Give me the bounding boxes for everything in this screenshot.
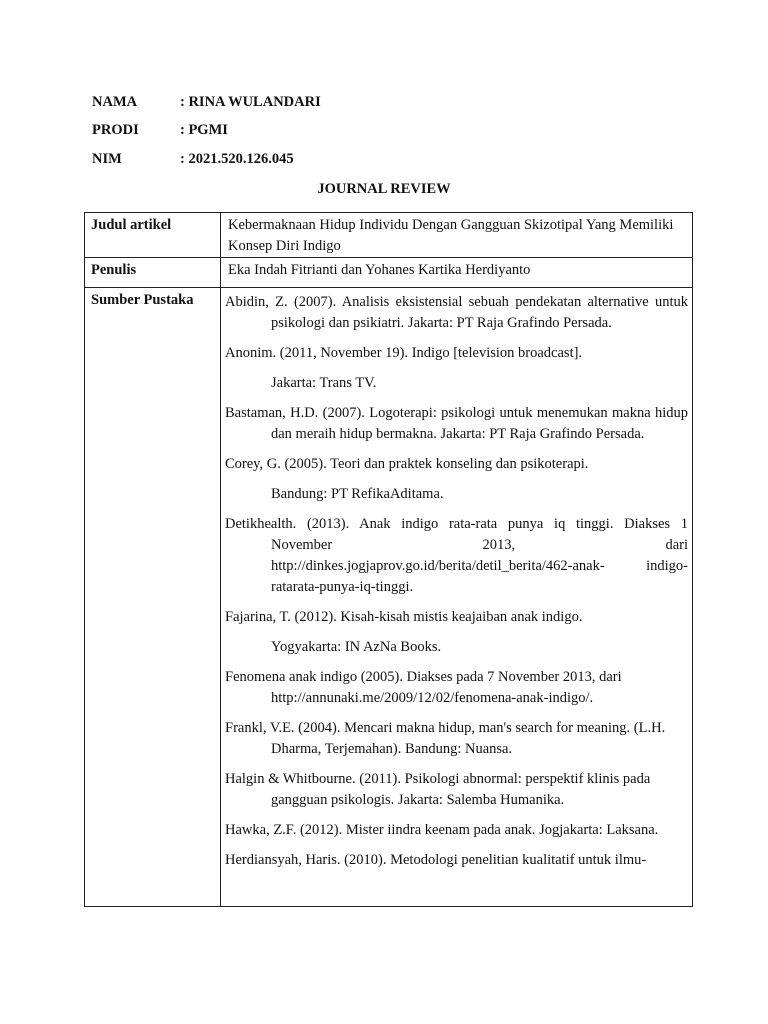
reference-item: Fenomena anak indigo (2005). Diakses pada 7 November 2013, dari http://annunaki.me/2009/12/02/fenomena-anak-indigo/. — [225, 669, 622, 706]
table-row-judul — [85, 213, 693, 258]
reference-list — [221, 288, 692, 902]
table-row-sumber — [85, 288, 693, 907]
reference-continuation: Bandung: PT RefikaAditama. — [271, 486, 444, 502]
reference-item: Bastaman, H.D. (2007). Logoterapi: psikologi untuk menemukan makna hidup dan meraih hidup bermakna. Jakarta: PT Raja Grafindo Persada. — [225, 405, 688, 442]
penulis-label: Penulis — [85, 258, 221, 288]
reference-item: Detikhealth. (2013). Anak indigo rata-rata punya iq tinggi. Diakses 1 November 2013, dari http://dinkes.jogjaprov.go.id/berita/detil_berita/462-anak- indigo-ratarata-punya-iq-tinggi. — [225, 516, 688, 595]
name-label: NAMA — [92, 94, 138, 110]
nim-label: NIM — [92, 151, 122, 167]
judul-label: Judul artikel — [85, 213, 221, 258]
reference-item: Herdiansyah, Haris. (2010). Metodologi penelitian kualitatif untuk ilmu- — [225, 852, 647, 868]
reference-continuation: Jakarta: Trans TV. — [271, 375, 377, 391]
nim-value: : 2021.520.126.045 — [180, 151, 294, 167]
reference-item: Fajarina, T. (2012). Kisah-kisah mistis keajaiban anak indigo. — [225, 609, 583, 625]
prodi-line — [92, 122, 228, 139]
reference-continuation: Yogyakarta: IN AzNa Books. — [271, 639, 442, 655]
prodi-label: PRODI — [92, 122, 139, 138]
name-line — [92, 94, 321, 111]
reference-item: Halgin & Whitbourne. (2011). Psikologi abnormal: perspektif klinis pada gangguan psikologis. Jakarta: Salemba Humanika. — [225, 771, 651, 808]
name-value: : RINA WULANDARI — [180, 94, 321, 110]
penulis-value: Eka Indah Fitrianti dan Yohanes Kartika Herdiyanto — [221, 258, 693, 288]
document-title: JOURNAL REVIEW — [317, 181, 451, 197]
reference-item: Abidin, Z. (2007). Analisis eksistensial sebuah pendekatan alternative untuk psikologi dan psikiatri. Jakarta: PT Raja Grafindo Persada. — [225, 294, 688, 331]
review-table — [84, 212, 693, 907]
reference-item: Frankl, V.E. (2004). Mencari makna hidup, man's search for meaning. (L.H. Dharma, Terjemahan). Bandung: Nuansa. — [225, 720, 666, 757]
reference-item: Corey, G. (2005). Teori dan praktek konseling dan psikoterapi. — [225, 456, 589, 472]
nim-line — [92, 151, 294, 168]
judul-value: Kebermaknaan Hidup Individu Dengan Gangguan Skizotipal Yang Memiliki Konsep Diri Indigo — [221, 213, 693, 258]
sumber-label: Sumber Pustaka — [85, 288, 221, 907]
table-row-penulis — [85, 258, 693, 288]
reference-item: Anonim. (2011, November 19). Indigo [television broadcast]. — [225, 345, 583, 361]
prodi-value: : PGMI — [180, 122, 228, 138]
reference-item: Hawka, Z.F. (2012). Mister iindra keenam pada anak. Jogjakarta: Laksana. — [225, 822, 659, 838]
